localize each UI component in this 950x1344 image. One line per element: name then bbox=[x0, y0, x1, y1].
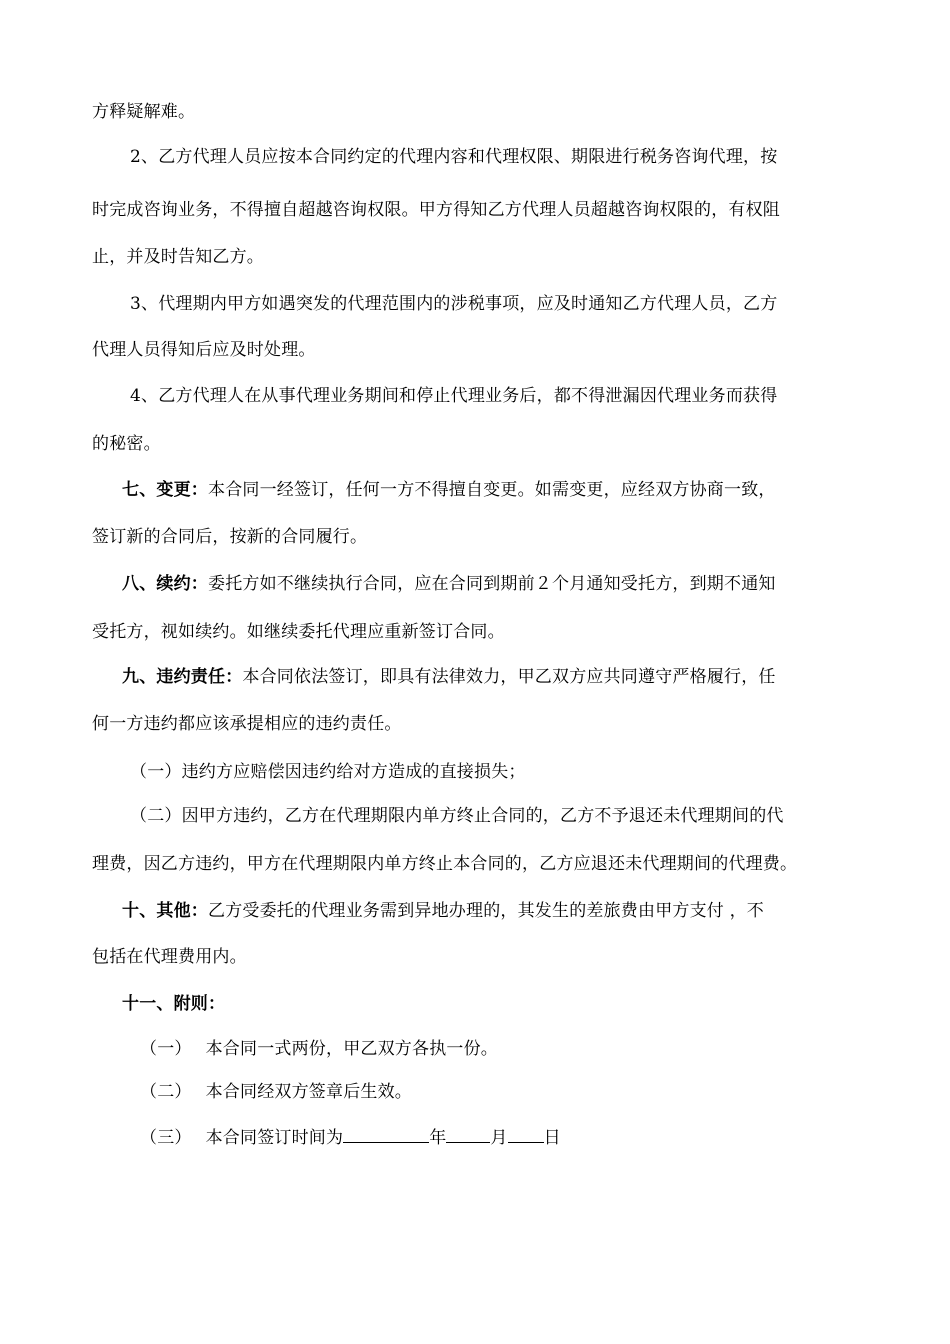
item-number: （二） bbox=[140, 1082, 192, 1102]
paragraph-line: 方释疑解难。 bbox=[92, 102, 196, 122]
paragraph-line: 止，并及时告知乙方。 bbox=[92, 247, 264, 267]
item-text: 本合同签订时间为 bbox=[205, 1128, 344, 1148]
day-blank bbox=[508, 1124, 544, 1143]
paragraph-line: 的秘密。 bbox=[92, 434, 161, 454]
section-text: 本合同依法签订，即具有法律效力，甲乙双方应共同遵守严格履行，任 bbox=[242, 667, 776, 687]
paragraph-line: 4、乙方代理人在从事代理业务期间和停止代理业务后，都不得泄漏因代理业务而获得 bbox=[130, 386, 778, 406]
section-change bbox=[122, 478, 776, 502]
paragraph-line: 2、乙方代理人员应按本合同约定的代理内容和代理权限、期限进行税务咨询代理，按 bbox=[130, 147, 778, 167]
item-text: 本合同一式两份，甲乙双方各执一份。 bbox=[205, 1039, 499, 1059]
section-text: 乙方受委托的代理业务需到异地办理的，其发生的差旅费由甲方支付 ，不 bbox=[208, 901, 765, 921]
section-heading: 八、续约： bbox=[122, 574, 208, 594]
paragraph-line: 何一方违约都应该承提相应的违约责任。 bbox=[92, 714, 402, 734]
appendix-item-2 bbox=[140, 1080, 412, 1104]
section-heading: 九、违约责任： bbox=[122, 667, 243, 687]
section-breach bbox=[122, 665, 776, 689]
paragraph-line: 代理人员得知后应及时处理。 bbox=[92, 340, 316, 360]
appendix-item-1 bbox=[140, 1037, 498, 1061]
section-heading: 十、其他： bbox=[122, 901, 208, 921]
section-heading: 七、变更： bbox=[122, 480, 208, 500]
section-text: 本合同一经签订，任何一方不得擅自变更。如需变更，应经双方协商一致， bbox=[208, 480, 776, 500]
paragraph-line: 受托方，视如续约。如继续委托代理应重新签订合同。 bbox=[92, 622, 505, 642]
year-label: 年 bbox=[429, 1128, 447, 1148]
section-renewal bbox=[122, 572, 776, 596]
paragraph-line: 时完成咨询业务，不得擅自超越咨询权限。甲方得知乙方代理人员超越咨询权限的，有权阻 bbox=[92, 200, 780, 220]
month-blank bbox=[446, 1124, 490, 1143]
section-heading: 十一、附则： bbox=[122, 994, 226, 1014]
item-text: 本合同经双方签章后生效。 bbox=[205, 1082, 413, 1102]
list-item: （二）因甲方违约，乙方在代理期限内单方终止合同的，乙方不予退还未代理期间的代 bbox=[130, 806, 784, 826]
list-item: （一）违约方应赔偿因违约给对方造成的直接损失； bbox=[130, 762, 526, 782]
section-other bbox=[122, 899, 764, 923]
item-number: （一） bbox=[140, 1039, 192, 1059]
item-number: （三） bbox=[140, 1128, 192, 1148]
year-blank bbox=[343, 1124, 429, 1143]
month-label: 月 bbox=[490, 1128, 508, 1148]
paragraph-line: 理费，因乙方违约，甲方在代理期限内单方终止本合同的，乙方应退还未代理期间的代理费。 bbox=[92, 854, 798, 874]
appendix-item-3 bbox=[140, 1124, 561, 1150]
paragraph-line: 包括在代理费用内。 bbox=[92, 947, 247, 967]
paragraph-line: 3、代理期内甲方如遇突发的代理范围内的涉税事项，应及时通知乙方代理人员，乙方 bbox=[130, 294, 778, 314]
paragraph-line: 签订新的合同后，按新的合同履行。 bbox=[92, 527, 368, 547]
day-label: 日 bbox=[543, 1128, 561, 1148]
section-text: 委托方如不继续执行合同，应在合同到期前２个月通知受托方，到期不通知 bbox=[208, 574, 776, 594]
